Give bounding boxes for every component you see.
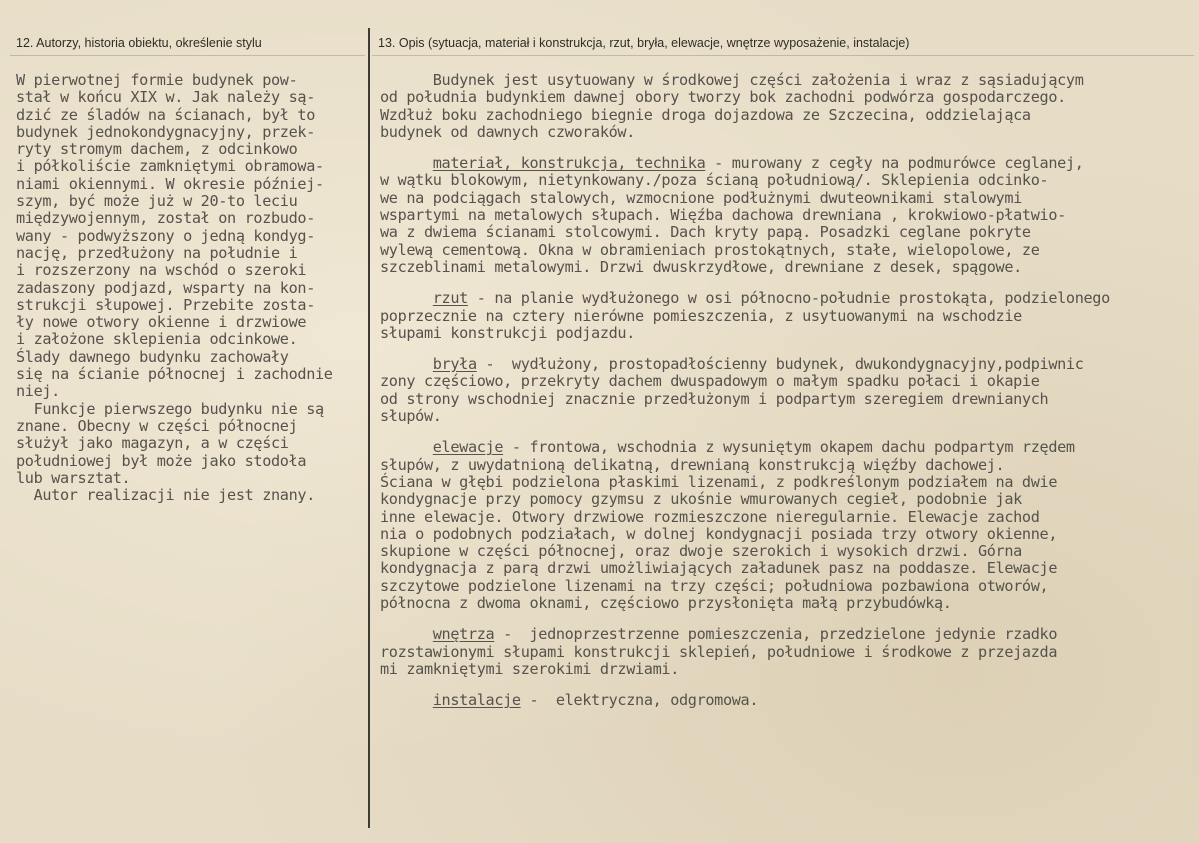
history-text-line: stał w końcu XIX w. Jak należy są- bbox=[16, 88, 315, 107]
description-text-line: wa z dwiema ścianami stolcowymi. Dach kryty papą. Posadzki ceglane pokryte bbox=[380, 223, 1031, 242]
description-text-line: szczeblinami metalowymi. Drzwi dwuskrzydłowe, drewniane z desek, spągowe. bbox=[380, 257, 1022, 276]
description-text-line: Budynek jest usytuowany w środkowej części założenia i wraz z sąsiadującym bbox=[380, 71, 1084, 89]
history-text-line: międzywojennym, został on rozbudo- bbox=[16, 209, 315, 228]
description-text-line: poprzecznie na cztery nierówne pomieszczenia, z usytuowanymi na wschodzie bbox=[380, 306, 1022, 325]
history-text-line: południowej był może jako stodoła bbox=[16, 451, 307, 470]
keyword-description: - na planie wydłużonego w osi północno-południe prostokąta, podzielonego bbox=[467, 289, 1110, 308]
header-rule-right bbox=[372, 55, 1194, 56]
keyword-description: - wydłużony, prostopadłościenny budynek, dwukondygnacyjny,podpiwnic bbox=[476, 355, 1084, 374]
description-text-line: budynek od dawnych czworaków. bbox=[380, 122, 636, 141]
history-text-line: ryty stromym dachem, z odcinkowo bbox=[16, 140, 298, 159]
section-keyword: elewacje bbox=[432, 438, 504, 457]
history-text-line: i założone sklepienia odcinkowe. bbox=[16, 330, 298, 349]
description-column bbox=[380, 72, 1195, 710]
description-text-line bbox=[380, 626, 1195, 643]
history-text-line: się na ścianie północnej i zachodnie bbox=[16, 365, 333, 384]
description-text-line: wspartymi na metalowych słupach. Więźba dachowa drewniana , krokwiowo-płatwio- bbox=[380, 206, 1066, 225]
description-text-line: od strony wschodniej znacznie przedłużonym i podpartym szeregiem drewnianych bbox=[380, 389, 1049, 408]
history-text-line: szym, być może już w 20-to leciu bbox=[16, 192, 298, 211]
description-text-line: Ściana w głębi podzielona płaskimi lizenami, z podkreślonym podziałem na dwie bbox=[380, 472, 1058, 491]
history-text-line: nację, przedłużony na południe i bbox=[16, 243, 298, 262]
authors-history-column bbox=[16, 72, 376, 504]
history-text-line: lub warsztat. bbox=[16, 468, 131, 487]
description-text-line: wylewą cementową. Okna w obramieniach prostokątnych, stałe, wielopolowe, ze bbox=[380, 240, 1040, 259]
description-text-line: słupami konstrukcji podjazdu. bbox=[380, 323, 636, 342]
description-text-line bbox=[380, 155, 1195, 172]
description-text-line: kondygnacje przy pomocy gzymsu z ukośnie wmurowanych cegieł, podobnie jak bbox=[380, 490, 1022, 509]
section-keyword: rzut bbox=[432, 289, 468, 308]
description-text-line bbox=[380, 356, 1195, 373]
history-text-line: znane. Obecny w części północnej bbox=[16, 416, 298, 435]
description-text-line: skupione w części północnej, oraz dwoje szerokich i wysokich drzwi. Górna bbox=[380, 542, 1022, 561]
description-text-line: północna z dwoma oknami, częściowo przysłonięta małą przybudówką. bbox=[380, 594, 952, 613]
paragraph-gap bbox=[380, 342, 1195, 356]
description-text-line: słupów, z uwydatnioną delikatną, drewnianą konstrukcją więźby dachowej. bbox=[380, 455, 1005, 474]
paragraph-gap bbox=[380, 425, 1195, 439]
section-keyword: wnętrza bbox=[432, 625, 495, 644]
header-rule-left bbox=[10, 55, 365, 56]
keyword-description: - jednoprzestrzenne pomieszczenia, przedzielone jedynie rzadko bbox=[494, 625, 1058, 644]
history-text-line: Funkcje pierwszego budynku nie są bbox=[16, 399, 324, 418]
history-text-line: W pierwotnej formie budynek pow- bbox=[16, 71, 298, 89]
history-text-line: dzić ze śladów na ścianach, był to bbox=[16, 105, 315, 124]
description-text-line bbox=[380, 439, 1195, 456]
description-text-line: słupów. bbox=[380, 407, 442, 426]
history-text-line: wany - podwyższony o jedną kondyg- bbox=[16, 226, 315, 245]
history-text-line: służył jako magazyn, a w części bbox=[16, 434, 289, 453]
paragraph-gap bbox=[380, 276, 1195, 290]
keyword-description: - murowany z cegły na podmurówce ceglanej, bbox=[705, 154, 1084, 173]
description-text-line: w wątku blokowym, nietynkowany./poza ścianą południową/. Sklepienia odcinko- bbox=[380, 171, 1049, 190]
section-13-header: 13. Opis (sytuacja, materiał i konstrukcja, rzut, bryła, elewacje, wnętrze wyposażenie, instalacje) bbox=[378, 36, 910, 50]
section-12-header: 12. Autorzy, historia obiektu, określenie stylu bbox=[16, 36, 262, 50]
section-keyword: materiał, konstrukcja, technika bbox=[432, 154, 706, 173]
history-text-line: i półkoliście zamkniętymi obramowa- bbox=[16, 157, 324, 176]
description-text-line: we na podciągach stalowych, wzmocnione podłużnymi dwuteownikami stalowymi bbox=[380, 188, 1022, 207]
description-text-line: kondygnacja z parą drzwi umożliwiających załadunek pasz na poddasze. Elewacje bbox=[380, 559, 1058, 578]
history-text-line: zadaszony podjazd, wsparty na kon- bbox=[16, 278, 315, 297]
history-text-line: Ślady dawnego budynku zachowały bbox=[16, 347, 289, 366]
history-text-line: budynek jednokondygnacyjny, przek- bbox=[16, 122, 315, 141]
history-text-line: niej. bbox=[16, 382, 60, 401]
keyword-description: - frontowa, wschodnia z wysuniętym okapem dachu podpartym rzędem bbox=[503, 438, 1075, 457]
history-text-line: i rozszerzony na wschód o szeroki bbox=[16, 261, 307, 280]
paragraph-gap bbox=[380, 678, 1195, 692]
description-text-line: od południa budynkiem dawnej obory tworzy bok zachodni podwórza gospodarczego. bbox=[380, 88, 1066, 107]
keyword-description: - elektryczna, odgromowa. bbox=[520, 691, 759, 710]
history-text-line: Autor realizacji nie jest znany. bbox=[16, 486, 315, 505]
history-text-line: ły nowe otwory okienne i drzwiowe bbox=[16, 313, 307, 332]
description-text-line: Wzdłuż boku zachodniego biegnie droga dojazdowa ze Szczecina, oddzielająca bbox=[380, 105, 1031, 124]
description-text-line: zony częściowo, przekryty dachem dwuspadowym o małym spadku połaci i okapie bbox=[380, 372, 1040, 391]
description-text-line: mi zamkniętymi szerokimi drzwiami. bbox=[380, 659, 679, 678]
description-text-line: nia o podobnych podziałach, w dolnej kondygnacji posiada trzy otwory okienne, bbox=[380, 524, 1058, 543]
section-keyword: instalacje bbox=[432, 691, 521, 710]
history-text-line: niami okiennymi. W okresie później- bbox=[16, 174, 324, 193]
description-text-line: szczytowe podzielone lizenami na trzy części; południowa pozbawiona otworów, bbox=[380, 576, 1049, 595]
description-text-line: inne elewacje. Otwory drzwiowe rozmieszczone nieregularnie. Elewacje zachod bbox=[380, 507, 1040, 526]
section-keyword: bryła bbox=[432, 355, 477, 374]
history-text-line: strukcji słupowej. Przebite zosta- bbox=[16, 295, 315, 314]
description-text-line: rozstawionymi słupami konstrukcji sklepień, południowe i środkowe z przejazda bbox=[380, 642, 1058, 661]
description-text-line bbox=[380, 290, 1195, 307]
description-text-line bbox=[380, 692, 1195, 709]
paragraph-gap bbox=[380, 612, 1195, 626]
paragraph-gap bbox=[380, 141, 1195, 155]
